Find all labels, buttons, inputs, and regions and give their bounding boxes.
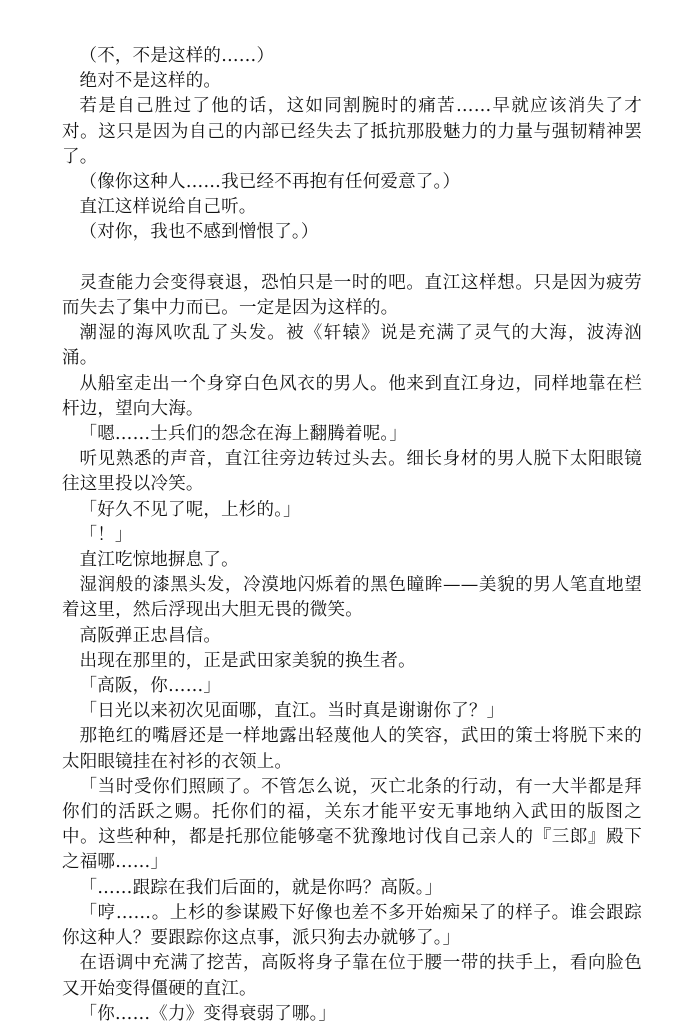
paragraph: 从船室走出一个身穿白色风衣的男人。他来到直江身边，同样地靠在栏杆边，望向大海。 (62, 373, 642, 419)
paragraph: 直江这样说给自己听。 (79, 197, 257, 218)
paragraph: 「好久不见了呢，上杉的。」 (79, 499, 301, 520)
paragraph: 听见熟悉的声音，直江往旁边转过头去。细长身材的男人脱下太阳眼镜往这里投以冷笑。 (62, 449, 642, 495)
paragraph: 「嗯……士兵们的怨念在海上翻腾着呢。」 (79, 424, 408, 445)
paragraph: 「！」 (79, 524, 133, 545)
document-page (62, 44, 642, 1027)
paragraph: 在语调中充满了挖苦，高阪将身子靠在位于腰一带的扶手上，看向脸色又开始变得僵硬的直江。 (62, 953, 642, 999)
paragraph: 「日光以来初次见面哪，直江。当时真是谢谢你了？」 (79, 701, 505, 722)
paragraph: （对你，我也不感到憎恨了。） (79, 222, 319, 243)
paragraph: 若是自己胜过了他的话，这如同割腕时的痛苦……早就应该消失了才对。这只是因为自己的内部已经失去了抵抗那股魅力的力量与强韧精神罢了。 (62, 96, 642, 167)
paragraph: 湿润般的漆黑头发，冷漠地闪烁着的黑色瞳眸——美貌的男人笔直地望着这里，然后浮现出大胆无畏的微笑。 (62, 575, 642, 621)
paragraph: 「你……《力》变得衰弱了哪。」 (79, 1003, 337, 1024)
paragraph: 「哼……。上杉的参谋殿下好像也差不多开始痴呆了的样子。谁会跟踪你这种人？要跟踪你这点事，派只狗去办就够了。」 (62, 902, 642, 949)
paragraph: 「高阪，你……」 (79, 676, 222, 697)
paragraph: 潮湿的海风吹乱了头发。被《轩辕》说是充满了灵气的大海，波涛汹涌。 (62, 323, 642, 369)
paragraph: 绝对不是这样的。 (79, 71, 222, 92)
blank-line (62, 246, 642, 271)
paragraph: 那艳红的嘴唇还是一样地露出轻蔑他人的笑容，武田的策士将脱下来的太阳眼镜挂在衬衫的衣领上。 (62, 726, 642, 772)
paragraph: 高阪弹正忠昌信。 (79, 625, 222, 646)
paragraph: 「当时受你们照顾了。不管怎么说，灭亡北条的行动，有一大半都是拜你们的活跃之赐。托你们的福，关东才能平安无事地纳入武田的版图之中。这些种种，都是托那位能够毫不犹豫地讨伐自己亲人的『三郎』殿下之福哪……」 (62, 776, 642, 873)
paragraph: （不，不是这样的……） (79, 46, 275, 66)
paragraph: 出现在那里的，正是武田家美貌的换生者。 (79, 650, 416, 671)
paragraph: （像你这种人……我已经不再抱有任何爱意了。） (79, 172, 461, 193)
paragraph: 直江吃惊地摒息了。 (79, 550, 239, 571)
paragraph: 「……跟踪在我们后面的，就是你吗？高阪。」 (79, 877, 443, 898)
paragraph: 灵查能力会变得衰退，恐怕只是一时的吧。直江这样想。只是因为疲劳而失去了集中力而已。一定是因为这样的。 (62, 272, 642, 319)
